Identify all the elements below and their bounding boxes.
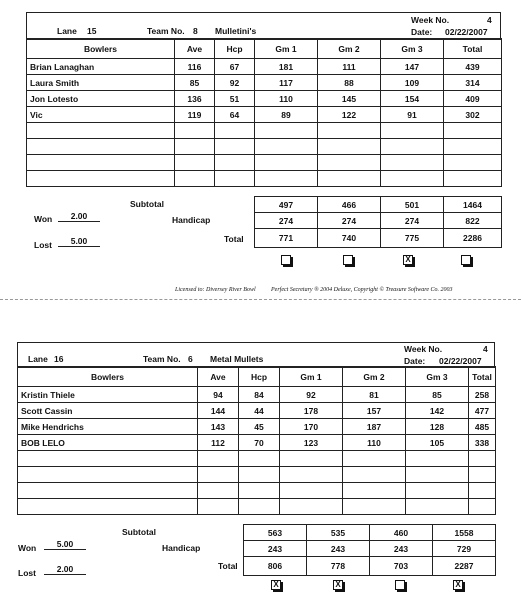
bowler-gm1: 170 bbox=[280, 419, 343, 435]
bowler-name: Mike Hendrichs bbox=[18, 419, 198, 435]
bowler-gm3: 105 bbox=[406, 435, 469, 451]
total-label: Total bbox=[218, 561, 238, 571]
subtotal-gm3: 460 bbox=[370, 525, 433, 541]
handicap-gm1: 274 bbox=[255, 213, 318, 229]
bowler-gm3: 91 bbox=[381, 107, 444, 123]
col-hcp: Hcp bbox=[215, 39, 255, 59]
lane-number: 16 bbox=[54, 354, 64, 364]
subtotal-label: Subtotal bbox=[122, 527, 156, 537]
table-row bbox=[27, 91, 502, 107]
bowler-total: 477 bbox=[469, 403, 496, 419]
subtotal-gm1: 497 bbox=[255, 197, 318, 213]
table-row bbox=[27, 107, 502, 123]
bowler-gm1: 92 bbox=[280, 387, 343, 403]
bowler-ave: 136 bbox=[175, 91, 215, 107]
bowler-gm1: 123 bbox=[280, 435, 343, 451]
total-checkbox[interactable] bbox=[461, 255, 471, 265]
bowler-gm3: 128 bbox=[406, 419, 469, 435]
col-total: Total bbox=[444, 39, 502, 59]
won-value: 5.00 bbox=[44, 539, 86, 550]
game-3-checkbox[interactable] bbox=[395, 580, 405, 590]
lane-label: Lane bbox=[57, 26, 77, 36]
handicap-total: 822 bbox=[444, 213, 502, 229]
bowler-gm2: 157 bbox=[343, 403, 406, 419]
bowler-name: Brian Lanaghan bbox=[27, 59, 175, 75]
total-total: 2287 bbox=[433, 557, 496, 576]
bowler-ave: 119 bbox=[175, 107, 215, 123]
game-2-checkbox[interactable]: X bbox=[333, 580, 343, 590]
bowler-hcp: 92 bbox=[215, 75, 255, 91]
bowler-total: 439 bbox=[444, 59, 502, 75]
handicap-gm3: 243 bbox=[370, 541, 433, 557]
sheet-2-totals bbox=[243, 524, 496, 576]
empty-row bbox=[27, 123, 502, 139]
bowler-hcp: 44 bbox=[239, 403, 280, 419]
bowler-gm1: 117 bbox=[255, 75, 318, 91]
bowler-name: BOB LELO bbox=[18, 435, 198, 451]
col-gm1: Gm 1 bbox=[280, 367, 343, 387]
col-gm2: Gm 2 bbox=[318, 39, 381, 59]
lost-value: 5.00 bbox=[58, 236, 100, 247]
handicap-total: 729 bbox=[433, 541, 496, 557]
bowler-total: 485 bbox=[469, 419, 496, 435]
sheet-1-header bbox=[26, 12, 501, 40]
license-text: Licensed to: Diversey River Bowl bbox=[175, 287, 256, 293]
bowler-total: 314 bbox=[444, 75, 502, 91]
col-ave: Ave bbox=[198, 367, 239, 387]
handicap-gm1: 243 bbox=[244, 541, 307, 557]
game-2-checkbox[interactable] bbox=[343, 255, 353, 265]
table-row bbox=[18, 387, 496, 403]
empty-row bbox=[27, 155, 502, 171]
game-3-checkbox[interactable]: X bbox=[403, 255, 413, 265]
table-row bbox=[18, 403, 496, 419]
total-gm3: 775 bbox=[381, 229, 444, 248]
bowler-total: 302 bbox=[444, 107, 502, 123]
bowler-gm2: 110 bbox=[343, 435, 406, 451]
subtotal-gm3: 501 bbox=[381, 197, 444, 213]
lost-value-wrap bbox=[44, 564, 86, 575]
bowler-hcp: 51 bbox=[215, 91, 255, 107]
lane-label: Lane bbox=[28, 354, 48, 364]
empty-row bbox=[27, 171, 502, 187]
subtotal-gm2: 535 bbox=[307, 525, 370, 541]
bowler-total: 338 bbox=[469, 435, 496, 451]
won-value: 2.00 bbox=[58, 211, 100, 222]
bowler-gm1: 89 bbox=[255, 107, 318, 123]
bowler-gm2: 145 bbox=[318, 91, 381, 107]
bowler-name: Laura Smith bbox=[27, 75, 175, 91]
bowler-gm2: 81 bbox=[343, 387, 406, 403]
bowler-ave: 112 bbox=[198, 435, 239, 451]
team-label: Team No. bbox=[143, 354, 181, 364]
lost-value-wrap bbox=[58, 236, 100, 247]
col-gm2: Gm 2 bbox=[343, 367, 406, 387]
team-number: 6 bbox=[188, 354, 193, 364]
total-label: Total bbox=[224, 234, 244, 244]
handicap-row bbox=[255, 213, 502, 229]
empty-row bbox=[18, 483, 496, 499]
team-number: 8 bbox=[193, 26, 198, 36]
team-label: Team No. bbox=[147, 26, 185, 36]
handicap-row bbox=[244, 541, 496, 557]
date-label: Date: bbox=[411, 27, 433, 37]
sheet-2-score-table bbox=[17, 366, 496, 515]
bowler-gm1: 110 bbox=[255, 91, 318, 107]
col-ave: Ave bbox=[175, 39, 215, 59]
team-name: Mulletini's bbox=[215, 26, 257, 36]
total-row bbox=[255, 229, 502, 248]
table-row bbox=[27, 75, 502, 91]
col-bowlers: Bowlers bbox=[18, 367, 198, 387]
copyright-text: Perfect Secretary ® 2004 Deluxe, Copyright © Treasure Software Co. 2003 bbox=[271, 287, 453, 293]
handicap-gm3: 274 bbox=[381, 213, 444, 229]
won-label: Won bbox=[18, 543, 37, 553]
bowler-hcp: 45 bbox=[239, 419, 280, 435]
column-headers bbox=[18, 367, 496, 387]
week-label: Week No. bbox=[404, 344, 443, 354]
table-row bbox=[27, 59, 502, 75]
lane-number: 15 bbox=[87, 26, 97, 36]
bowler-gm3: 142 bbox=[406, 403, 469, 419]
subtotal-row bbox=[255, 197, 502, 213]
col-gm1: Gm 1 bbox=[255, 39, 318, 59]
week-number: 4 bbox=[483, 344, 488, 354]
empty-row bbox=[18, 467, 496, 483]
subtotal-row bbox=[244, 525, 496, 541]
bowler-hcp: 70 bbox=[239, 435, 280, 451]
col-bowlers: Bowlers bbox=[27, 39, 175, 59]
bowler-gm2: 88 bbox=[318, 75, 381, 91]
sheet-2-header bbox=[17, 342, 495, 368]
bowler-gm3: 85 bbox=[406, 387, 469, 403]
sheet-1-totals bbox=[254, 196, 502, 248]
bowler-hcp: 64 bbox=[215, 107, 255, 123]
handicap-label: Handicap bbox=[162, 543, 201, 553]
col-gm3: Gm 3 bbox=[381, 39, 444, 59]
empty-row bbox=[18, 499, 496, 515]
bowler-gm3: 109 bbox=[381, 75, 444, 91]
total-gm1: 806 bbox=[244, 557, 307, 576]
bowler-name: Kristin Thiele bbox=[18, 387, 198, 403]
table-row bbox=[18, 419, 496, 435]
lost-value: 2.00 bbox=[44, 564, 86, 575]
bowler-gm1: 181 bbox=[255, 59, 318, 75]
won-label: Won bbox=[34, 214, 53, 224]
game-1-checkbox[interactable]: X bbox=[271, 580, 281, 590]
team-name: Metal Mullets bbox=[210, 354, 264, 364]
empty-row bbox=[18, 451, 496, 467]
bowler-name: Jon Lotesto bbox=[27, 91, 175, 107]
subtotal-total: 1558 bbox=[433, 525, 496, 541]
lost-label: Lost bbox=[34, 240, 52, 250]
col-total: Total bbox=[469, 367, 496, 387]
handicap-label: Handicap bbox=[172, 215, 211, 225]
handicap-gm2: 274 bbox=[318, 213, 381, 229]
bowler-ave: 116 bbox=[175, 59, 215, 75]
bowler-name: Scott Cassin bbox=[18, 403, 198, 419]
bowler-name: Vic bbox=[27, 107, 175, 123]
total-checkbox[interactable]: X bbox=[453, 580, 463, 590]
game-1-checkbox[interactable] bbox=[281, 255, 291, 265]
empty-row bbox=[27, 139, 502, 155]
bowler-gm1: 178 bbox=[280, 403, 343, 419]
total-gm2: 740 bbox=[318, 229, 381, 248]
bowler-total: 258 bbox=[469, 387, 496, 403]
bowler-gm3: 154 bbox=[381, 91, 444, 107]
bowler-ave: 85 bbox=[175, 75, 215, 91]
total-row bbox=[244, 557, 496, 576]
total-total: 2286 bbox=[444, 229, 502, 248]
week-label: Week No. bbox=[411, 15, 450, 25]
total-gm2: 778 bbox=[307, 557, 370, 576]
bowler-ave: 144 bbox=[198, 403, 239, 419]
bowler-hcp: 67 bbox=[215, 59, 255, 75]
lost-label: Lost bbox=[18, 568, 36, 578]
won-value-wrap bbox=[44, 539, 86, 550]
col-hcp: Hcp bbox=[239, 367, 280, 387]
total-gm1: 771 bbox=[255, 229, 318, 248]
bowler-gm2: 122 bbox=[318, 107, 381, 123]
date-value: 02/22/2007 bbox=[439, 356, 482, 366]
won-value-wrap bbox=[58, 211, 100, 222]
total-gm3: 703 bbox=[370, 557, 433, 576]
week-number: 4 bbox=[487, 15, 492, 25]
sheet-1-score-table bbox=[26, 38, 502, 187]
subtotal-total: 1464 bbox=[444, 197, 502, 213]
date-label: Date: bbox=[404, 356, 426, 366]
column-headers bbox=[27, 39, 502, 59]
date-value: 02/22/2007 bbox=[445, 27, 488, 37]
bowler-hcp: 84 bbox=[239, 387, 280, 403]
bowler-ave: 94 bbox=[198, 387, 239, 403]
bowler-gm3: 147 bbox=[381, 59, 444, 75]
subtotal-gm1: 563 bbox=[244, 525, 307, 541]
subtotal-gm2: 466 bbox=[318, 197, 381, 213]
cut-line bbox=[0, 299, 521, 300]
subtotal-label: Subtotal bbox=[130, 199, 164, 209]
bowler-total: 409 bbox=[444, 91, 502, 107]
col-gm3: Gm 3 bbox=[406, 367, 469, 387]
bowler-gm2: 111 bbox=[318, 59, 381, 75]
bowler-ave: 143 bbox=[198, 419, 239, 435]
table-row bbox=[18, 435, 496, 451]
bowler-gm2: 187 bbox=[343, 419, 406, 435]
handicap-gm2: 243 bbox=[307, 541, 370, 557]
